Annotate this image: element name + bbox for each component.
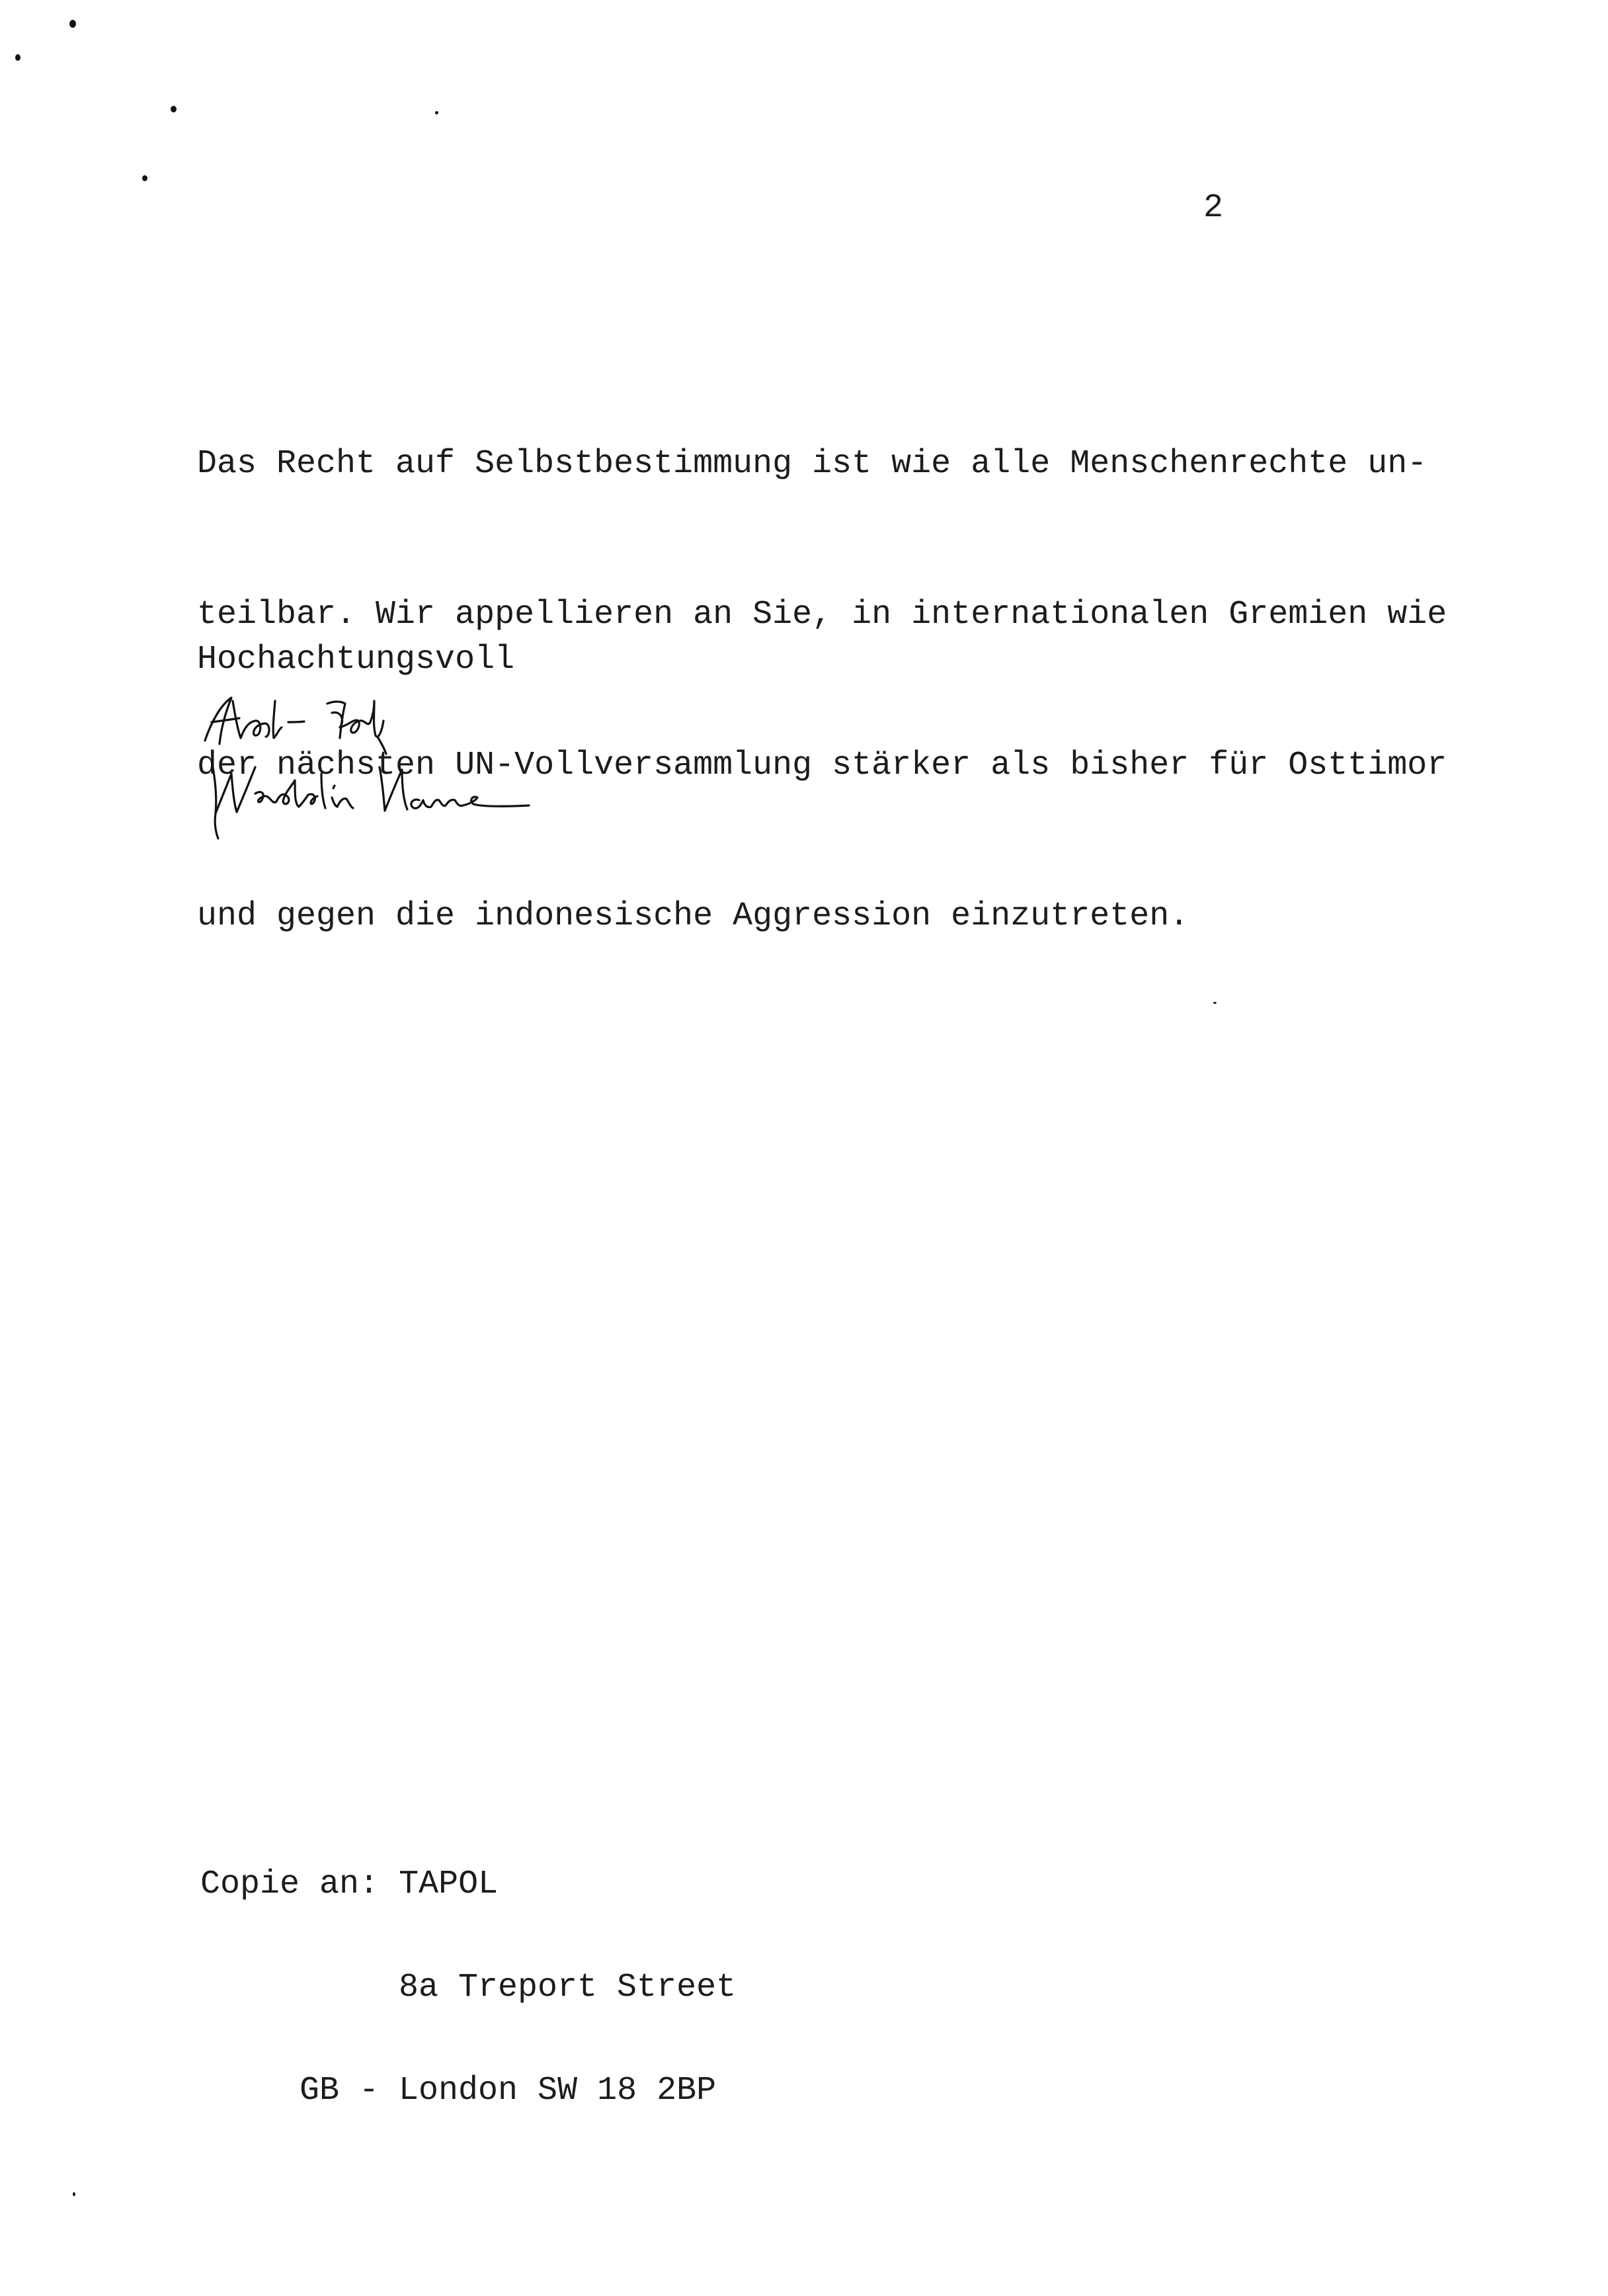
copies-street: 8a Treport Street: [399, 1969, 737, 2006]
scan-speck: [15, 54, 20, 61]
body-line: und gegen die indonesische Aggression einzutreten.: [197, 897, 1189, 935]
copies-block: [200, 1799, 736, 2177]
copies-first-line: [200, 1867, 736, 1902]
copies-label: Copie an:: [200, 1866, 380, 1903]
scan-speck: [171, 106, 177, 112]
copies-recipient: TAPOL: [399, 1866, 499, 1903]
body-line: Das Recht auf Selbstbestimmung ist wie alle Menschenrechte un-: [197, 445, 1427, 483]
copies-city-line: GB - London SW 18 2BP: [300, 2072, 717, 2110]
scan-speck: [69, 20, 76, 28]
body-line: teilbar. Wir appellieren an Sie, in internationalen Gremien wie: [197, 596, 1447, 634]
scan-speck: [435, 111, 438, 114]
body-line: der nächsten UN-Vollversammlung stärker als bisher für Osttimor: [197, 747, 1447, 784]
signature-1: [205, 698, 386, 754]
page-number: 2: [1203, 189, 1224, 227]
handwritten-signatures: [192, 681, 588, 853]
scan-speck: [73, 2192, 75, 2196]
scan-speck: [142, 175, 147, 181]
signature-2: [212, 760, 529, 839]
closing-salutation: Hochachtungsvoll: [197, 641, 515, 678]
